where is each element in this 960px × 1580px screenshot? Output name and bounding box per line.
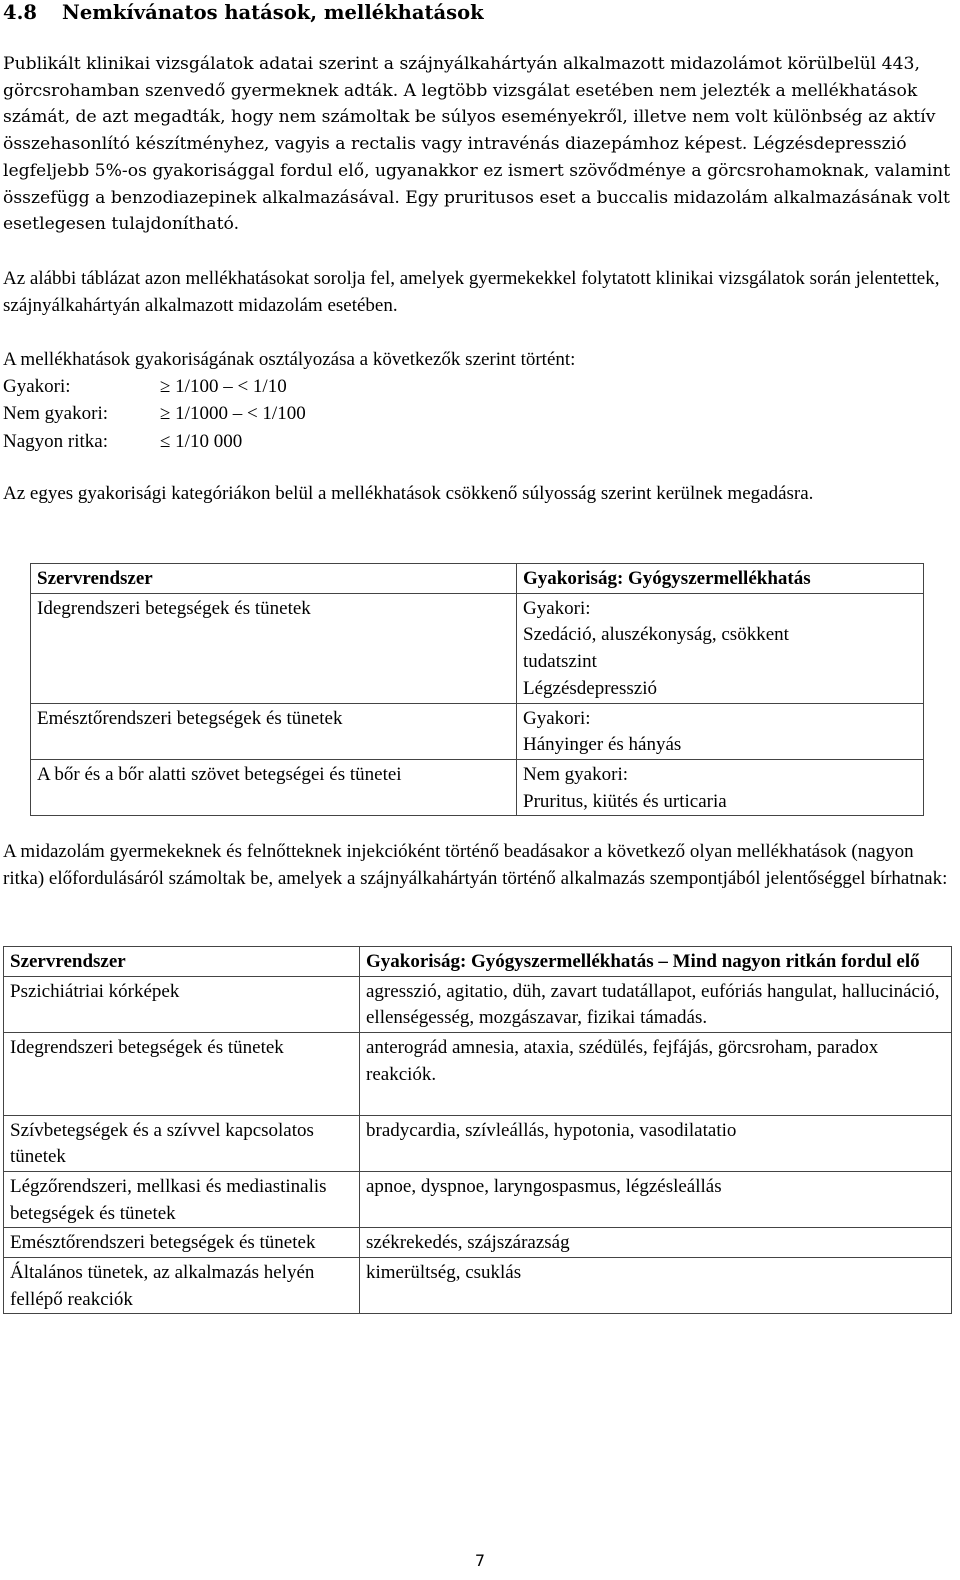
effect-line: Pruritus, kiütés és urticaria [523, 790, 727, 812]
table-row [31, 593, 924, 703]
effects-text: anterográd amnesia, ataxia, szédülés, fejfájás, görcsroham, paradox reakciók. [366, 1037, 879, 1085]
organ-system-cell: Emésztőrendszeri betegségek és tünetek [31, 703, 517, 759]
effects-cell [360, 1033, 952, 1115]
organ-system-cell: Idegrendszeri betegségek és tünetek [4, 1033, 360, 1115]
frequency-range: ≥ 1/1000 – < 1/100 [160, 403, 306, 424]
frequency-class-very-rare [3, 429, 242, 455]
effects-cell [517, 759, 924, 815]
effects-cell [517, 703, 924, 759]
frequency-range: ≤ 1/10 000 [160, 431, 243, 452]
effects-cell [517, 593, 924, 703]
section-title: Nemkívánatos hatások, mellékhatások [62, 1, 484, 24]
effect-line: Szedáció, aluszékonyság, csökkent [523, 624, 789, 646]
section-heading [3, 2, 484, 24]
frequency-category: Gyakori: [523, 597, 591, 619]
paragraph-injection-intro: A midazolám gyermekeknek és felnőtteknek injekcióként történő beadásakor a következő olyan mellékhatások (nagyon ritka) előfordulásáról számoltak be, amelyek a szájnyálkahártyán történő alkalmazás szempontjából jelentőséggel bírhatnak: [3, 841, 948, 889]
frequency-range: ≥ 1/100 – < 1/10 [160, 376, 287, 397]
table-row [4, 1115, 952, 1171]
effects-cell: székrekedés, szájszárazság [360, 1228, 952, 1258]
organ-system-cell: Idegrendszeri betegségek és tünetek [31, 593, 517, 703]
organ-system-cell: Emésztőrendszeri betegségek és tünetek [4, 1228, 360, 1258]
effect-line: Légzésdepresszió [523, 677, 657, 699]
frequency-category: Gyakori: [523, 707, 591, 729]
table-row [4, 976, 952, 1032]
table-row [4, 1258, 952, 1314]
frequency-class-common [3, 374, 287, 400]
header-frequency: Gyakoriság: Gyógyszermellékhatás [517, 564, 924, 594]
table-row [31, 703, 924, 759]
header-organ-system: Szervrendszer [31, 564, 517, 594]
organ-system-cell: Általános tünetek, az alkalmazás helyén fellépő reakciók [4, 1258, 360, 1314]
paragraph-table-intro: Az alábbi táblázat azon mellékhatásokat sorolja fel, amelyek gyermekekkel folytatott klinikai vizsgálatok során jelentettek, szájnyálkahártyán alkalmazott midazolám esetében. [3, 268, 940, 316]
organ-system-cell: Szívbetegségek és a szívvel kapcsolatos tünetek [4, 1115, 360, 1171]
paragraph-severity-order: Az egyes gyakorisági kategóriákon belül a mellékhatások csökkenő súlyosság szerint kerülnek megadásra. [3, 483, 814, 504]
effects-cell: bradycardia, szívleállás, hypotonia, vasodilatatio [360, 1115, 952, 1171]
table-row [4, 1228, 952, 1258]
adverse-reactions-table [30, 563, 924, 816]
organ-system-cell: Légzőrendszeri, mellkasi és mediastinalis betegségek és tünetek [4, 1171, 360, 1227]
organ-system-cell: Pszichiátriai kórképek [4, 976, 360, 1032]
paragraph-frequency-intro: A mellékhatások gyakoriságának osztályozása a következők szerint történt: [3, 349, 576, 370]
effect-line: tudatszint [523, 651, 597, 673]
section-number: 4.8 [3, 1, 37, 24]
organ-system-cell: A bőr és a bőr alatti szövet betegségei és tünetei [31, 759, 517, 815]
effects-cell: agresszió, agitatio, düh, zavart tudatállapot, eufóriás hangulat, hallucináció, ellenségesség, mozgászavar, fizikai támadás. [360, 976, 952, 1032]
effects-cell: apnoe, dyspnoe, laryngospasmus, légzésleállás [360, 1171, 952, 1227]
table-header-row [4, 947, 952, 977]
paragraph-clinical-data: Publikált klinikai vizsgálatok adatai szerint a szájnyálkahártyán alkalmazott midazolámot körülbelül 443, görcsrohamban szenvedő gyermeknek adták. A legtöbb vizsgálat esetében nem jelezték a mellékhatások számát, de azt megadták, hogy nem számoltak be súlyos eseményekről, illetve nem volt különbség az aktív összehasonlító készítményhez, vagyis a rectalis vagy intravénás diazepámhoz képest. Légzésdepresszió legfeljebb 5%-os gyakorisággal fordul elő, ugyanakkor ez ismert szövődménye a görcsrohamoknak, valamint összefügg a benzodiazepinek alkalmazásával. Egy pruritusos eset a buccalis midazolám alkalmazásának volt esetlegesen tulajdonítható. [3, 54, 951, 235]
header-frequency: Gyakoriság: Gyógyszermellékhatás – Mind nagyon ritkán fordul elő [360, 947, 952, 977]
frequency-label: Nem gyakori: [3, 403, 109, 424]
table-row [31, 759, 924, 815]
frequency-category: Nem gyakori: [523, 763, 629, 785]
frequency-label: Nagyon ritka: [3, 431, 109, 452]
header-organ-system: Szervrendszer [4, 947, 360, 977]
page-number: 7 [474, 1551, 486, 1570]
effects-cell: kimerültség, csuklás [360, 1258, 952, 1314]
table-header-row [31, 564, 924, 594]
very-rare-reactions-table [3, 946, 952, 1314]
frequency-class-uncommon [3, 401, 306, 427]
effect-line: Hányinger és hányás [523, 734, 682, 756]
table-row [4, 1171, 952, 1227]
frequency-label: Gyakori: [3, 376, 71, 397]
table-row [4, 1033, 952, 1115]
